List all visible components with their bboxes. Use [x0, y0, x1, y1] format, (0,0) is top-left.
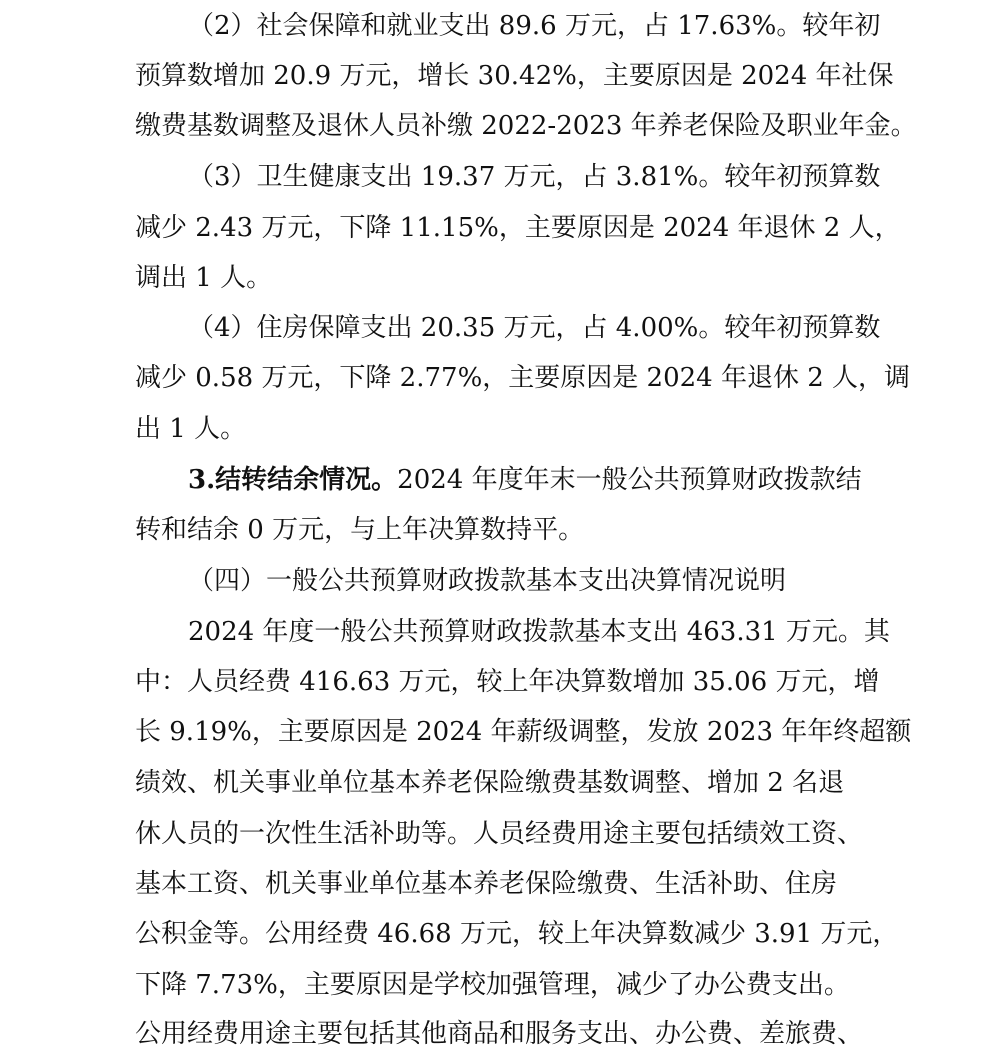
carryover-text: 2024 年度年末一般公共预算财政拨款结 [397, 465, 862, 495]
paragraph-basic-expenditure-line-6: 基本工资、机关事业单位基本养老保险缴费、生活补助、住房 [135, 869, 838, 899]
paragraph-basic-expenditure-line-3: 长 9.19%，主要原因是 2024 年薪级调整，发放 2023 年年终超额 [135, 717, 912, 747]
paragraph-basic-expenditure-line-5: 休人员的一次性生活补助等。人员经费用途主要包括绩效工资、 [135, 819, 864, 849]
carryover-heading: 3.结转结余情况。 [188, 465, 398, 495]
paragraph-basic-expenditure-line-7: 公积金等。公用经费 46.68 万元，较上年决算数减少 3.91 万元， [135, 919, 899, 949]
paragraph-health-line-1: （3）卫生健康支出 19.37 万元，占 3.81%。较年初预算数 [188, 162, 881, 192]
paragraph-carryover-line-1 [188, 460, 862, 500]
paragraph-health-line-2: 减少 2.43 万元，下降 11.15%，主要原因是 2024 年退休 2 人， [135, 213, 901, 243]
paragraph-social-security-line-3: 缴费基数调整及退休人员补缴 2022-2023 年养老保险及职业年金。 [135, 111, 917, 141]
paragraph-social-security-line-2: 预算数增加 20.9 万元，增长 30.42%，主要原因是 2024 年社保 [135, 61, 894, 91]
paragraph-basic-expenditure-line-2: 中：人员经费 416.63 万元，较上年决算数增加 35.06 万元，增 [135, 667, 880, 697]
paragraph-social-security-line-1: （2）社会保障和就业支出 89.6 万元，占 17.63%。较年初 [188, 11, 881, 41]
paragraph-housing-line-2: 减少 0.58 万元，下降 2.77%，主要原因是 2024 年退休 2 人，调 [135, 363, 911, 393]
paragraph-basic-expenditure-line-9: 公用经费用途主要包括其他商品和服务支出、办公费、差旅费、 [135, 1019, 864, 1049]
paragraph-basic-expenditure-line-8: 下降 7.73%，主要原因是学校加强管理，减少了办公费支出。 [135, 970, 850, 1000]
paragraph-housing-line-1: （4）住房保障支出 20.35 万元，占 4.00%。较年初预算数 [188, 313, 881, 343]
paragraph-health-line-3: 调出 1 人。 [135, 263, 273, 293]
paragraph-housing-line-3: 出 1 人。 [135, 414, 247, 444]
paragraph-basic-expenditure-line-1: 2024 年度一般公共预算财政拨款基本支出 463.31 万元。其 [188, 617, 890, 647]
section-heading-basic-expenditure: （四）一般公共预算财政拨款基本支出决算情况说明 [188, 566, 787, 596]
paragraph-basic-expenditure-line-4: 绩效、机关事业单位基本养老保险缴费基数调整、增加 2 名退 [135, 768, 845, 798]
paragraph-carryover-line-2: 转和结余 0 万元，与上年决算数持平。 [135, 515, 585, 545]
